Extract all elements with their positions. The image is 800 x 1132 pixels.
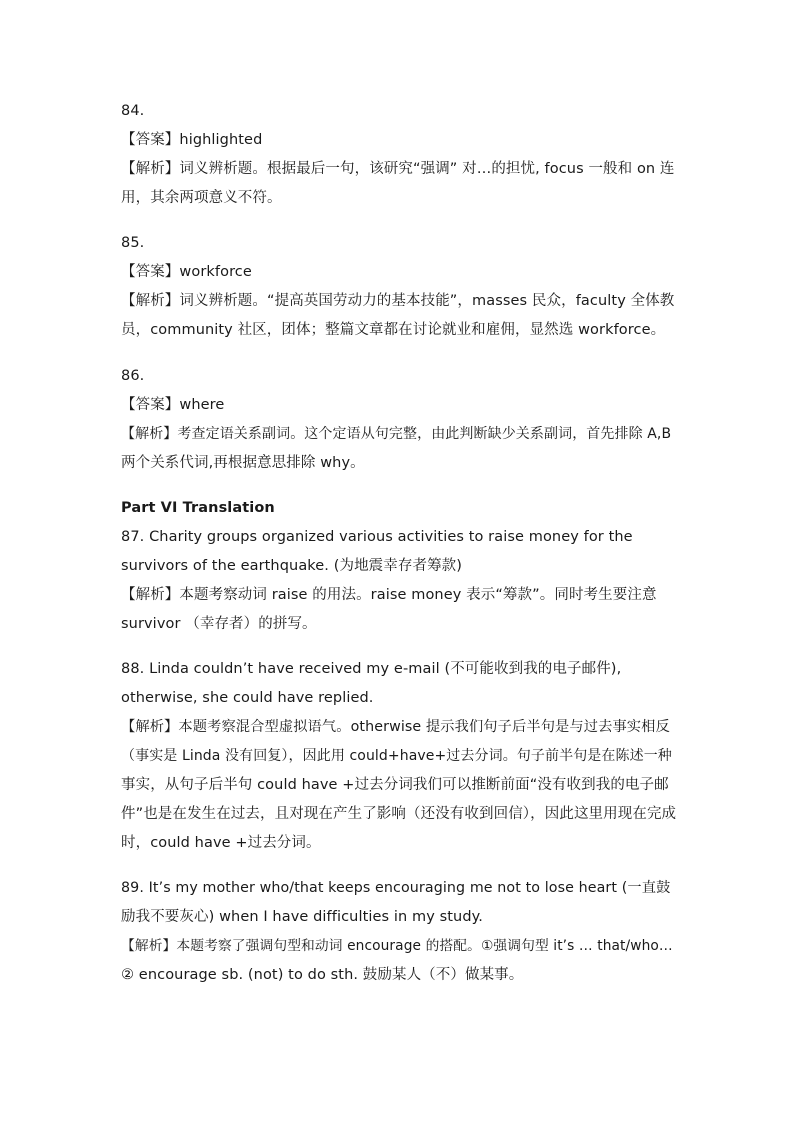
analysis-line: 【解析】本题考察了强调句型和动词 encourage 的搭配。①强调句型 it’s … that/who…	[121, 938, 673, 954]
question-line: 87. Charity groups organized various activities to raise money for the	[121, 529, 633, 545]
translation-item-87	[121, 523, 677, 639]
question-line: 88. Linda couldn’t have received my e-mail (不可能收到我的电子邮件),	[121, 661, 622, 677]
analysis-line: 件”也是在发生在过去，且对现在产生了影响（还没有收到回信），因此这里用现在完成	[121, 806, 677, 822]
answer-item-86	[121, 362, 677, 478]
answer-line: 【答案】where	[121, 397, 225, 413]
analysis-line: ② encourage sb. (not) to do sth. 鼓励某人（不）做某事。	[121, 967, 524, 983]
analysis-line: 【解析】考查定语关系副词。这个定语从句完整，由此判断缺少关系副词，首先排除 A,B	[121, 426, 672, 442]
question-line: 励我不要灰心) when I have difficulties in my study.	[121, 909, 483, 925]
translation-item-89	[121, 874, 677, 990]
analysis-line: 用，其余两项意义不符。	[121, 190, 282, 206]
analysis-line: 【解析】本题考察混合型虚拟语气。otherwise 提示我们句子后半句是与过去事实相反	[121, 719, 670, 735]
answer-item-84	[121, 97, 677, 213]
analysis-line: survivor （幸存者）的拼写。	[121, 616, 317, 632]
question-line: otherwise, she could have replied.	[121, 690, 374, 706]
question-line: 89. It’s my mother who/that keeps encouraging me not to lose heart (一直鼓	[121, 880, 671, 896]
item-number: 85.	[121, 235, 145, 251]
analysis-line: 事实，从句子后半句 could have +过去分词我们可以推断前面“没有收到我的电子邮	[121, 777, 669, 793]
section-heading: Part VI Translation	[121, 500, 275, 516]
answer-line: 【答案】workforce	[121, 264, 252, 280]
item-number: 86.	[121, 368, 145, 384]
analysis-line: 时，could have +过去分词。	[121, 835, 321, 851]
item-number: 84.	[121, 103, 145, 119]
translation-item-88	[121, 655, 677, 858]
analysis-line: 两个关系代词,再根据意思排除 why。	[121, 455, 365, 471]
analysis-line: 【解析】词义辨析题。“提高英国劳动力的基本技能”，masses 民众，faculty 全体教	[121, 293, 675, 309]
answer-line: 【答案】highlighted	[121, 132, 263, 148]
section-translation	[121, 494, 677, 523]
answer-item-85	[121, 229, 677, 345]
analysis-line: （事实是 Linda 没有回复），因此用 could+have+过去分词。句子前半句是在陈述一种	[121, 748, 672, 764]
analysis-line: 【解析】本题考察动词 raise 的用法。raise money 表示“筹款”。同时考生要注意	[121, 587, 657, 603]
question-line: survivors of the earthquake. (为地震幸存者筹款)	[121, 558, 463, 574]
analysis-line: 员，community 社区，团体；整篇文章都在讨论就业和雇佣，显然选 workforce。	[121, 322, 666, 338]
analysis-line: 【解析】词义辨析题。根据最后一句，该研究“强调” 对…的担忧, focus 一般和 on 连	[121, 161, 675, 177]
